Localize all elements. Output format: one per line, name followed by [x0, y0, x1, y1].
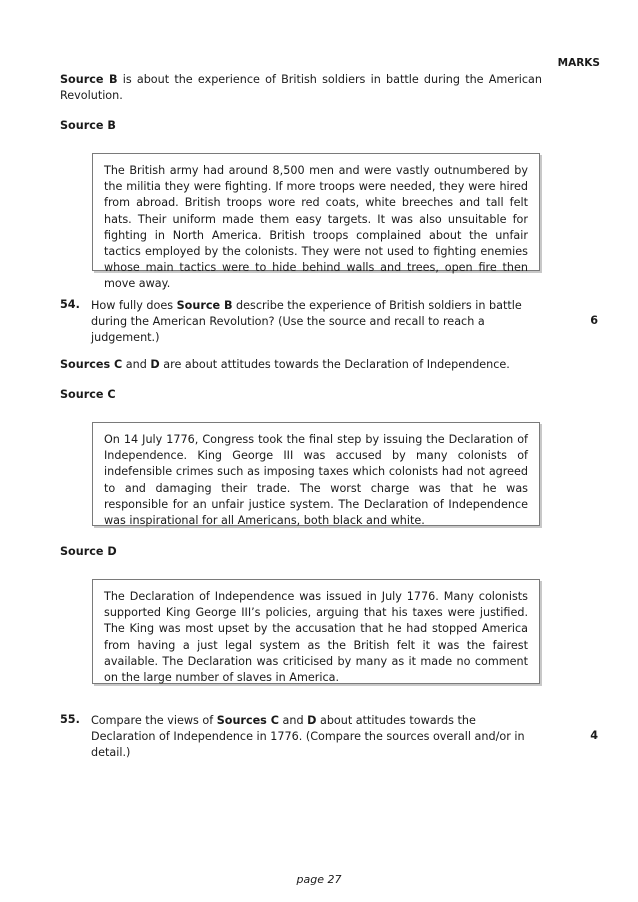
question-55-post: about attitudes towards the Declaration of Independence in 1776. (Compare the sources overall and/or in detail.)	[91, 714, 525, 759]
question-55-pre: Compare the views of	[91, 714, 217, 727]
source-c-text: On 14 July 1776, Congress took the final step by issuing the Declaration of Independence. King George III was accused by many colonists of indefensible crimes such as imposing taxes which colonists had not agreed to and damaging their trade. The worst charge was that he was responsible for an unfair justice system. The Declaration of Independence was inspirational for all Americans, both black and white.	[104, 433, 528, 528]
source-b-text: The British army had around 8,500 men and were vastly outnumbered by the militia they were fighting. If more troops were needed, they were hired from abroad. British troops wore red coats, white breeches and tall felt hats. Their uniform made them easy targets. It was also unsuitable for fighting in North America. British troops complained about the unfair tactics employed by the colonists. They were not used to fighting enemies whose main tactics were to hide behind walls and trees, open fire then move away.	[104, 164, 528, 291]
sources-cd-intro-rest: are about attitudes towards the Declaration of Independence.	[159, 358, 510, 371]
marks-column-header: MARKS	[557, 57, 600, 69]
question-54-pre: How fully does	[91, 299, 177, 312]
source-c-box	[92, 422, 540, 526]
source-b-intro-text: is about the experience of British soldiers in battle during the American Revolution.	[60, 73, 542, 102]
question-54-marks: 6	[590, 314, 598, 327]
source-c-heading: Source C	[60, 388, 116, 401]
page-number: page 27	[296, 873, 342, 886]
source-d-box	[92, 579, 540, 684]
source-b-intro-bold: Source B	[60, 73, 118, 86]
question-54-text	[91, 298, 543, 346]
sources-cd-intro-bold2: D	[150, 358, 160, 371]
source-d-text: The Declaration of Independence was issued in July 1776. Many colonists supported King George III’s policies, arguing that his taxes were justified. The King was most upset by the accusation that he had stopped America from having a just legal system as the British felt it was the fairest available. The Declaration was criticised by many as it made no comment on the large number of slaves in America.	[104, 590, 528, 685]
question-54-post: describe the experience of British soldiers in battle during the American Revolution? (Use the source and recall to reach a judgement.)	[91, 299, 522, 344]
source-b-intro	[60, 72, 542, 104]
source-d-heading: Source D	[60, 545, 117, 558]
question-55-bold2: D	[307, 714, 317, 727]
question-55-mid: and	[278, 714, 308, 727]
question-54-bold: Source B	[176, 299, 233, 312]
source-b-box	[92, 153, 540, 291]
question-55-bold1: Sources C	[216, 714, 279, 727]
sources-cd-intro	[60, 357, 542, 373]
question-55-marks: 4	[590, 729, 598, 742]
question-54-number: 54.	[60, 298, 80, 311]
question-55-text	[91, 713, 543, 761]
question-55-number: 55.	[60, 713, 80, 726]
sources-cd-intro-mid: and	[122, 358, 151, 371]
sources-cd-intro-bold1: Sources C	[60, 358, 123, 371]
source-b-heading: Source B	[60, 119, 116, 132]
